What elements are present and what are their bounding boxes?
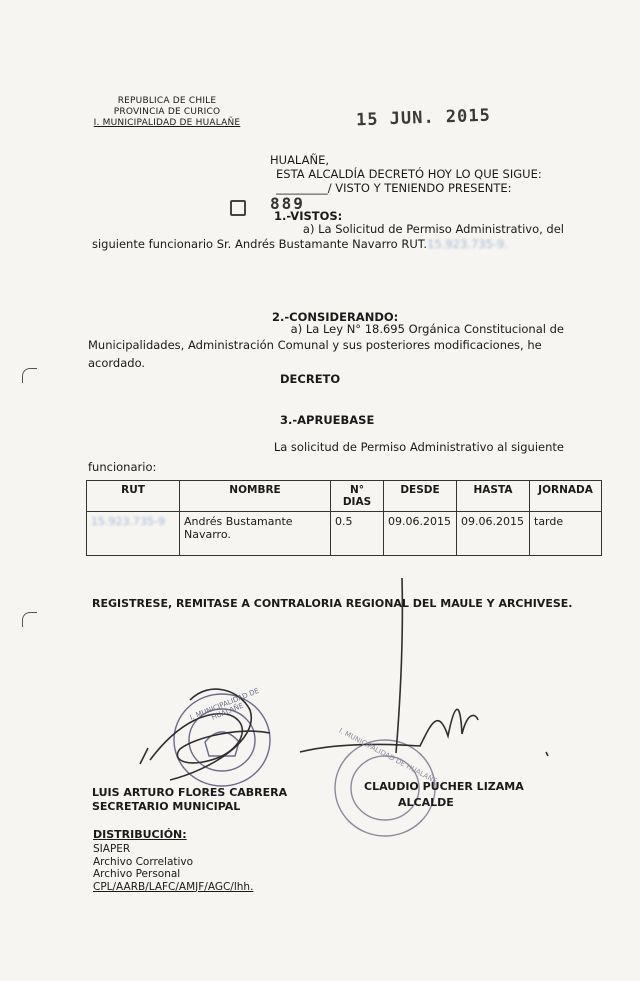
cell-desde: 09.06.2015 — [384, 512, 457, 556]
intro-line2: _________/ VISTO Y TENIENDO PRESENTE: — [276, 181, 512, 195]
cell-rut: 15.923.735-9 — [87, 512, 180, 556]
left-signer-role: SECRETARIO MUNICIPAL — [92, 800, 241, 813]
intro-line1: ESTA ALCALDÍA DECRETÓ HOY LO QUE SIGUE: — [276, 167, 542, 181]
col-header-jornada: JORNADA — [530, 481, 602, 512]
vistos-text-b — [92, 237, 532, 251]
distribucion-list — [93, 843, 253, 893]
considerando-text-b: Municipalidades, Administración Comunal y sus posteriores modificaciones, he — [88, 338, 542, 352]
col-header-nombre: NOMBRE — [180, 481, 331, 512]
vistos-title: 1.-VISTOS: — [274, 209, 343, 223]
vistos-text-a: a) La Solicitud de Permiso Administrativo, del — [302, 222, 564, 236]
col-header-dias: N° DIAS — [331, 481, 384, 512]
decree-number-stamp: 889 — [270, 194, 305, 213]
closing-statement: REGISTRESE, REMITASE A CONTRALORIA REGIONAL DEL MAULE Y ARCHIVESE. — [92, 597, 573, 610]
apruebase-title: 3.-APRUEBASE — [280, 413, 375, 427]
left-signer-name: LUIS ARTURO FLORES CABRERA — [92, 786, 288, 799]
apruebase-text-b: funcionario: — [88, 460, 157, 474]
header-province: PROVINCIA DE CURICO — [113, 107, 221, 117]
considerando-title: 2.-CONSIDERANDO: — [272, 310, 399, 324]
list-item: Archivo Personal — [93, 868, 181, 880]
right-signer-role: ALCALDE — [398, 796, 454, 809]
vistos-text-b-label: siguiente funcionario Sr. Andrés Bustamante Navarro RUT. — [92, 237, 428, 251]
cell-nombre: Andrés Bustamante Navarro. — [180, 512, 331, 556]
list-item: Archivo Correlativo — [93, 855, 194, 868]
header-country: REPUBLICA DE CHILE — [117, 96, 217, 106]
decreto-title: DECRETO — [280, 372, 341, 386]
cell-hasta: 09.06.2015 — [457, 512, 530, 556]
apruebase-text-a: La solicitud de Permiso Administrativo al siguiente — [273, 440, 564, 454]
margin-scribble — [230, 200, 246, 216]
list-item: SIAPER — [93, 843, 131, 855]
considerando-text-a: a) La Ley N° 18.695 Orgánica Constitucional de — [290, 322, 564, 336]
col-header-hasta: HASTA — [457, 481, 530, 512]
distribucion-title: DISTRIBUCIÓN: — [93, 828, 187, 841]
intro-city: HUALAÑE, — [270, 153, 329, 167]
right-signer-name: CLAUDIO PUCHER LIZAMA — [364, 780, 524, 793]
binder-hole-mark — [22, 612, 37, 627]
binder-hole-mark — [22, 368, 37, 383]
considerando-text-c: acordado. — [88, 356, 146, 370]
left-seal-text: I. MUNICIPALIDAD DE HUALAÑE — [188, 686, 261, 722]
cell-jornada: tarde — [530, 512, 602, 556]
table-header-row — [87, 481, 602, 512]
col-header-rut: RUT — [87, 481, 180, 512]
redacted-rut: 15.923.735-9. — [427, 237, 509, 251]
institution-header — [82, 96, 252, 129]
col-header-desde: DESDE — [384, 481, 457, 512]
table-row — [87, 512, 602, 556]
cell-dias: 0.5 — [331, 512, 384, 556]
date-stamp: 15 JUN. 2015 — [355, 105, 492, 131]
header-municipality: I. MUNICIPALIDAD DE HUALAÑE — [93, 118, 241, 128]
permission-table — [86, 480, 602, 556]
list-item: CPL/AARB/LAFC/AMJF/AGC/lhh. — [93, 880, 254, 893]
right-seal-text: I. MUNICIPALIDAD DE HUALAÑE — [337, 726, 439, 786]
